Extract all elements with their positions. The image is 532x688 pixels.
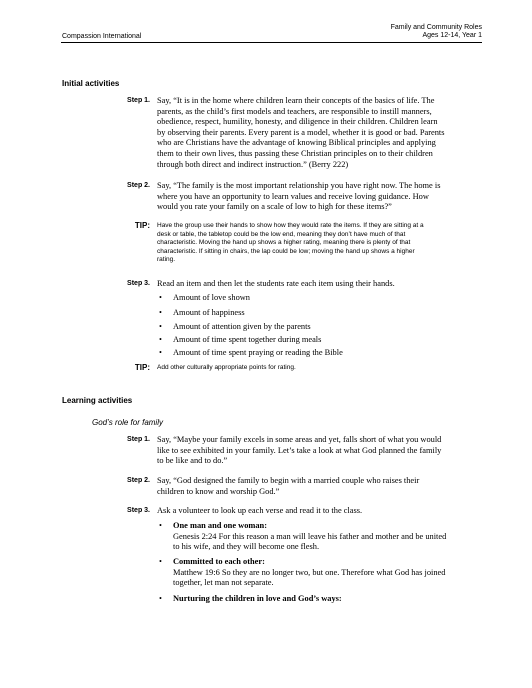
text-line: by observing their parents. Every parent is a model, whether it is good or bad. Parents (157, 127, 445, 137)
subsection-heading: God’s role for family (92, 418, 163, 427)
text-line: like to see exhibited in your family. Let’s take a look at what God planned the family (157, 445, 442, 455)
verse-title: Nurturing the children in love and God’s ways: (173, 594, 342, 603)
list-item (173, 521, 489, 553)
verse-title: One man and one woman: (173, 521, 267, 530)
step-text (157, 96, 487, 170)
text-line: where you have an opportunity to learn values and receive loving guidance. How (157, 191, 429, 201)
text-line: characteristic. If sitting in chairs, the lap could be low; moving the hand up shows a higher (157, 247, 415, 255)
tip-label: TIP: (134, 221, 150, 230)
step-text (157, 181, 487, 213)
text-line: Say, “The family is the most important relationship you have right now. The home is (157, 181, 441, 190)
bullet-icon: • (159, 521, 162, 530)
bullet-icon: • (159, 594, 162, 603)
list-item (173, 557, 489, 589)
verse-text: together, let man not separate. (173, 578, 274, 588)
section-heading-initial: Initial activities (62, 79, 120, 88)
step-label: Step 2. (127, 477, 150, 484)
page-header-right (391, 24, 482, 40)
step-label: Step 3. (127, 280, 150, 287)
text-line: who are Christians have the advantage of knowing Biblical principles and applying (157, 138, 436, 148)
text-line: characteristic. Moving the hand up shows a higher rating, meaning there is plenty of that (157, 239, 411, 247)
bullet-icon: • (159, 308, 162, 317)
step-label: Step 1. (127, 436, 150, 443)
step-label: Step 3. (127, 507, 150, 514)
bullet-icon: • (159, 335, 162, 344)
header-divider (61, 42, 482, 43)
verse-text: to his wife, and they will become one flesh. (173, 542, 320, 552)
verse-text: Matthew 19:6 So they are no longer two, but one. Therefore what God has joined (173, 567, 446, 577)
text-line: them to their own lives, thus passing these Christian principles on to their children (157, 148, 433, 158)
tip-text (157, 222, 483, 265)
text-line: Say, “It is in the home where children learn their concepts of the basics of life. The (157, 96, 435, 105)
section-heading-learning: Learning activities (62, 396, 133, 405)
text-line: to be like and to do.” (157, 456, 228, 466)
step-text (157, 435, 487, 467)
bullet-icon: • (159, 557, 162, 566)
bullet-icon: • (159, 293, 162, 302)
step-text (157, 476, 487, 497)
bullet-icon: • (159, 322, 162, 331)
step-text: Ask a volunteer to look up each verse and read it to the class. (157, 506, 363, 515)
text-line: through both direct and indirect instruction.” (Berry 222) (157, 159, 349, 169)
list-item: Amount of time spent praying or reading the Bible (173, 348, 343, 357)
list-item: Amount of time spent together during meals (173, 335, 322, 344)
tip-label: TIP: (134, 363, 150, 372)
step-label: Step 2. (127, 182, 150, 189)
text-line: Say, “God designed the family to begin with a married couple who raises their (157, 476, 420, 485)
tip-text: Add other culturally appropriate points for rating. (157, 364, 296, 371)
list-item: Amount of attention given by the parents (173, 322, 311, 331)
text-line: rating. (157, 256, 176, 264)
text-line: children to know and worship God.” (157, 486, 280, 496)
step-label: Step 1. (127, 97, 150, 104)
step-text: Read an item and then let the students rate each item using their hands. (157, 279, 395, 288)
organization-name: Compassion International (62, 33, 142, 40)
verse-text: Genesis 2:24 For this reason a man will leave his father and mother and be united (173, 531, 447, 541)
text-line: Say, “Maybe your family excels in some areas and yet, falls short of what you would (157, 435, 442, 444)
course-title: Family and Community Roles (390, 24, 482, 31)
text-line: desk or table, the tabletop could be the low end, meaning they don’t have much of that (157, 230, 406, 238)
text-line: obedience, respect, humility, honesty, and diligence in their children. Children learn (157, 117, 438, 127)
text-line: Have the group use their hands to show how they would rate the items. If they are sitting at a (157, 222, 424, 229)
verse-title: Committed to each other: (173, 557, 265, 566)
text-line: parents, as the child’s first models and teachers, are responsible to instill manners, (157, 106, 432, 116)
list-item: Amount of happiness (173, 308, 245, 317)
list-item: Amount of love shown (173, 293, 250, 302)
course-ages: Ages 12-14, Year 1 (422, 32, 482, 39)
list-item (173, 594, 489, 605)
text-line: would you rate your family on a scale of low to high for these items?” (157, 202, 392, 212)
bullet-icon: • (159, 348, 162, 357)
